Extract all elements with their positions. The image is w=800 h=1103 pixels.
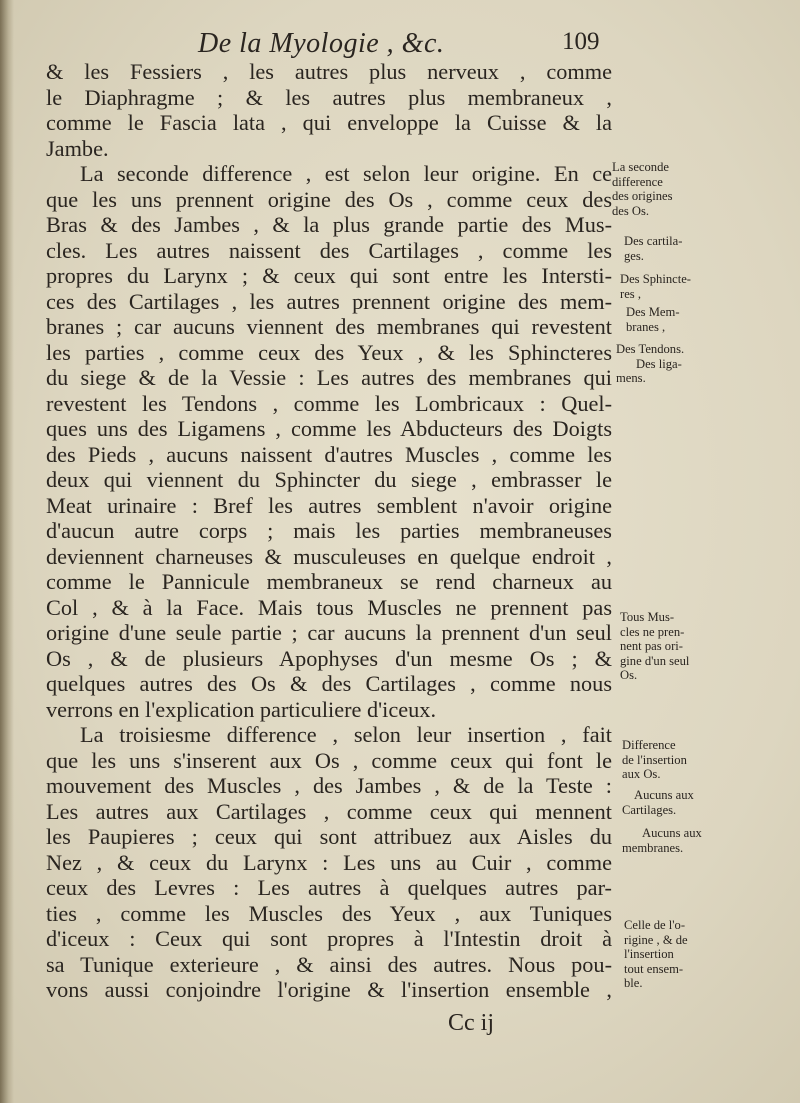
text-line: ties , comme les Muscles des Yeux , aux Tuniques	[46, 900, 612, 926]
text-line: Les autres aux Cartilages , comme ceux qui mennent	[46, 798, 612, 824]
margin-note: Celle de l'o- rigine , & de l'insertion tout ensem- ble.	[624, 918, 688, 990]
text-line: du siege & de la Vessie : Les autres des membranes qui	[46, 365, 612, 390]
margin-note: Tous Mus- cles ne pren- nent pas ori- gine d'un seul Os.	[620, 610, 690, 682]
main-text-block	[46, 59, 612, 1003]
margin-note: Des Sphincte- res ,	[620, 272, 691, 301]
text-line: verrons en l'explication particuliere d'iceux.	[46, 696, 437, 722]
text-line: ces des Cartilages , les autres prennent origine des mem-	[46, 288, 612, 314]
page-binding-edge	[0, 0, 14, 1103]
text-line: ques uns des Ligamens , comme les Abducteurs des Doigts	[46, 416, 612, 441]
text-line: Os , & de plusieurs Apophyses d'un mesme Os ; &	[46, 645, 612, 671]
text-line: les Paupieres ; ceux qui sont attribuez aux Aisles du	[46, 824, 612, 849]
text-line: Bras & des Jambes , & la plus grande partie des Mus-	[46, 212, 612, 237]
margin-note: Aucuns aux Cartilages.	[622, 788, 694, 817]
text-line: ceux des Levres : Les autres à quelques autres par-	[46, 875, 612, 900]
margin-note: Difference de l'insertion aux Os.	[622, 738, 687, 781]
text-line: & les Fessiers , les autres plus nerveux , comme	[46, 59, 612, 84]
text-line: d'iceux : Ceux qui sont propres à l'Intestin droit à	[46, 926, 612, 951]
text-line: revestent les Tendons , comme les Lombricaux : Quel-	[46, 390, 612, 416]
text-line: que les uns s'inserent aux Os , comme ceux qui font le	[46, 747, 612, 773]
margin-note: La seconde difference des origines des Os.	[612, 160, 673, 218]
text-line: comme le Fascia lata , qui enveloppe la Cuisse & la	[46, 110, 612, 135]
text-line: d'aucun autre corps ; mais les parties membraneuses	[46, 518, 612, 543]
running-title: De la Myologie , &c.	[198, 28, 445, 59]
text-line: quelques autres des Os & des Cartilages , comme nous	[46, 671, 612, 696]
text-line: La seconde difference , est selon leur origine. En ce	[80, 161, 612, 186]
margin-note: Des cartila- ges.	[624, 234, 683, 263]
page-number: 109	[562, 28, 600, 55]
text-line: cles. Les autres naissent des Cartilages , comme les	[46, 237, 612, 263]
text-line: Col , & à la Face. Mais tous Muscles ne prennent pas	[46, 594, 612, 620]
text-line: La troisiesme difference , selon leur insertion , fait	[80, 722, 612, 747]
text-line: propres du Larynx ; & ceux qui sont entre les Intersti-	[46, 263, 612, 288]
signature-mark: Cc ij	[448, 1010, 494, 1036]
text-line: des Pieds , aucuns naissent d'autres Muscles , comme les	[46, 441, 612, 467]
margin-note: Aucuns aux membranes.	[622, 826, 702, 855]
text-line: vons aussi conjoindre l'origine & l'insertion ensemble ,	[46, 977, 612, 1002]
text-line: origine d'une seule partie ; car aucuns la prennent d'un seul	[46, 620, 612, 645]
text-line: Jambe.	[46, 135, 109, 161]
margin-note: Des Mem- branes ,	[626, 305, 680, 334]
text-line: mouvement des Muscles , des Jambes , & de la Teste :	[46, 773, 612, 798]
text-line: deux qui viennent du Sphincter du siege , embrasser le	[46, 467, 612, 492]
text-line: que les uns prennent origine des Os , comme ceux des	[46, 186, 612, 212]
text-line: deviennent charneuses & musculeuses en quelque endroit ,	[46, 543, 612, 569]
text-line: branes ; car aucuns viennent des membranes qui revestent	[46, 314, 612, 339]
text-line: sa Tunique exterieure , & ainsi des autres. Nous pou-	[46, 951, 612, 977]
text-line: les parties , comme ceux des Yeux , & les Sphincteres	[46, 339, 612, 365]
margin-note: Des Tendons. Des liga- mens.	[616, 342, 685, 385]
text-line: Nez , & ceux du Larynx : Les uns au Cuir , comme	[46, 849, 612, 875]
text-line: le Diaphragme ; & les autres plus membraneux ,	[46, 84, 612, 110]
text-line: Meat urinaire : Bref les autres semblent n'avoir origine	[46, 492, 612, 518]
text-line: comme le Pannicule membraneux se rend charneux au	[46, 569, 612, 594]
